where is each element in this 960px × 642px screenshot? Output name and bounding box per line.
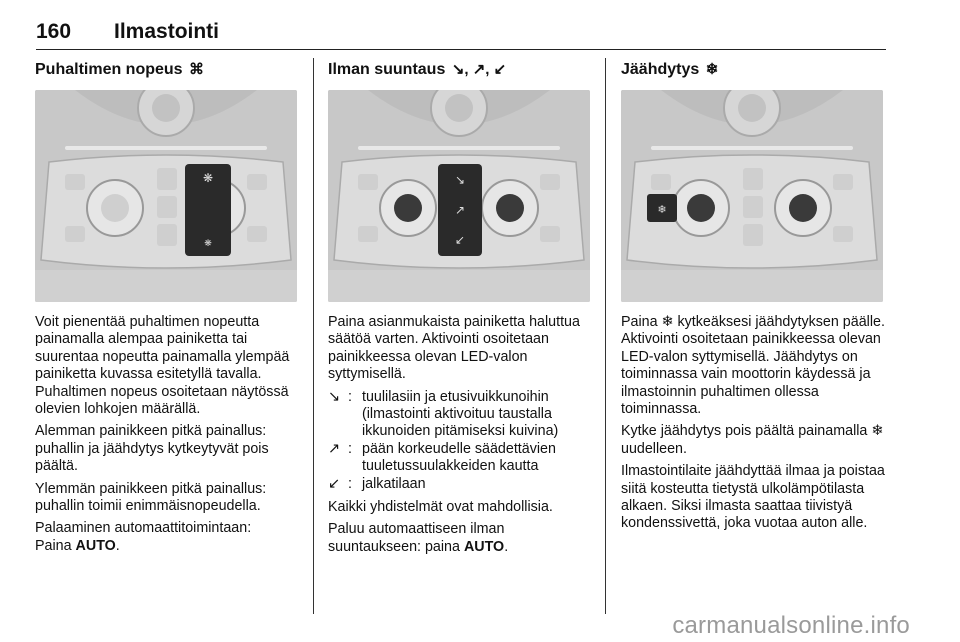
paragraph: Voit pienentää puhaltimen nopeutta painamalla alempaa painiketta tai suurentaa nopeutta painamalla ylempää painiketta kuvassa esitetyllä tavalla. Puhaltimen nopeus osoitetaan näytössä olevien lohkojen määrällä. [35,314,290,418]
paragraph: Kaikki yhdistelmät ovat mahdollisia. [328,499,553,516]
svg-text:↗: ↗ [454,203,466,217]
svg-text:↙: ↙ [454,233,466,247]
paragraph: Ylemmän painikkeen pitkä painallus: puhallin toimii enimmäisnopeudella. [35,480,267,515]
auto-label: AUTO [463,538,505,555]
section-fan-speed [35,60,301,560]
air-direction-icons: ↘, ↗, ↙ [451,61,507,78]
section-body [621,314,887,533]
snowflake-icon: ❄ [871,423,884,440]
column-divider [605,58,606,614]
svg-text:❋: ❋ [204,239,212,249]
snowflake-icon: ❄ [661,314,674,330]
windscreen-icon: ↘ [328,388,340,405]
head-level-icon: ↗ [328,440,340,457]
definition-item: ↙ : jalkatilaan [328,475,426,492]
section-body [328,314,594,556]
snowflake-icon: ❄ [705,61,719,78]
section-heading: Ilman suuntaus ↘, ↗, ↙ [328,61,507,78]
column-divider [313,58,314,614]
fan-icon: ⌘ [189,61,205,78]
section-cooling [621,60,887,538]
paragraph: Kytke jäähdytys pois päältä painamalla ❄ uudelleen. [621,423,884,457]
climate-panel-photo [328,90,590,302]
climate-panel-photo [35,90,297,302]
auto-label: AUTO [75,537,116,554]
svg-text:❋: ❋ [202,171,214,185]
svg-text:↘: ↘ [454,173,466,187]
chapter-title: Ilmastointi [114,20,220,43]
definition-item: ↘ : tuulilasiin ja etusivuikkunoihin (ilmastointi aktivoituu taustalla ikkunoiden pitämiseksi kuivina) [328,388,559,440]
climate-panel-photo [621,90,883,302]
section-heading: Puhaltimen nopeus ⌘ [35,61,205,78]
definition-list [328,389,594,493]
paragraph: Paina asianmukaista painiketta haluttua säätöä varten. Aktivointi osoitetaan painikkeessa olevan LED-valon syttymisellä. [328,314,580,383]
section-air-distribution [328,60,594,561]
page-number: 160 [36,20,72,43]
paragraph: Ilmastointilaite jäähdyttää ilmaa ja poistaa siitä kosteutta tietystä ulkolämpötilasta alkaen. Siksi ilmasta saattaa tiivistyä kondenssivettä, joka vuotaa auton alle. [621,463,885,532]
watermark: carmanualsonline.info [672,612,910,639]
section-body [35,314,301,555]
paragraph: Alemman painikkeen pitkä painallus: puhallin ja jäähdytys kytkeytyvät pois päältä. [35,423,269,475]
paragraph: Paluu automaattiseen ilman suuntaukseen: paina AUTO. [328,521,509,555]
definition-item: ↗ : pään korkeudelle säädettävien tuuletussuulakkeiden kautta [328,440,556,475]
paragraph: Palaaminen automaattitoimintaan: Paina AUTO. [35,520,252,554]
paragraph: Paina ❄ kytkeäksesi jäähdytyksen päälle. Aktivointi osoitetaan painikkeessa olevan LED-valon syttymisellä. Jäähdytys on toiminnassa vain moottorin käydessä ja ilmastoinnin puhaltimen ollessa toiminnassa. [621,314,885,418]
page-header [36,6,886,50]
svg-text:❄: ❄ [657,203,667,216]
footwell-icon: ↙ [328,475,340,492]
section-heading: Jäähdytys ❄ [621,61,719,78]
